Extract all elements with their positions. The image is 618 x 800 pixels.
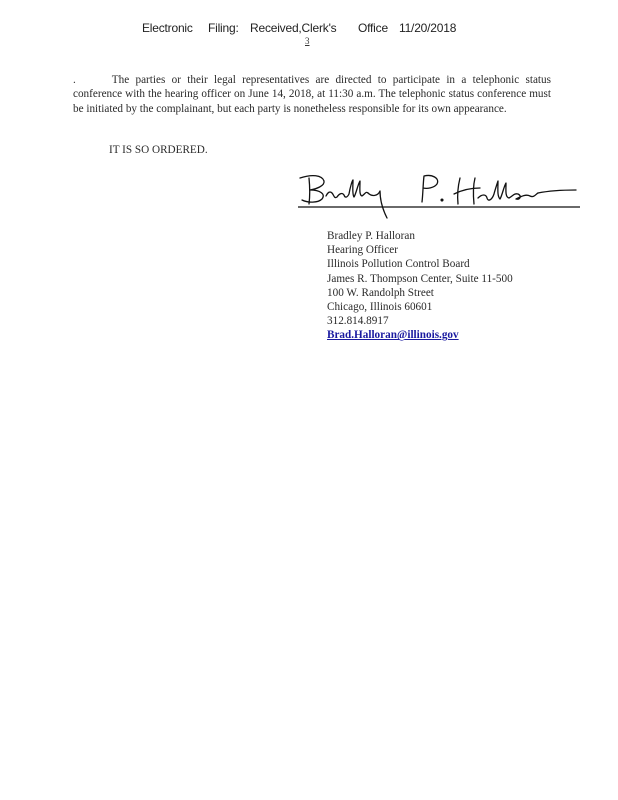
- header-office: Office: [358, 21, 388, 35]
- header-filing: Filing:: [208, 21, 239, 35]
- signer-organization: Illinois Pollution Control Board: [327, 258, 470, 271]
- header-electronic: Electronic: [142, 21, 193, 35]
- header-date: 11/20/2018: [399, 21, 457, 35]
- signer-phone: 312.814.8917: [327, 315, 389, 328]
- page-number: 3: [305, 36, 310, 46]
- order-paragraph: [73, 73, 551, 116]
- signer-city: Chicago, Illinois 60601: [327, 301, 433, 314]
- signer-address-line1: James R. Thompson Center, Suite 11-500: [327, 272, 513, 285]
- signer-address-line2: 100 W. Randolph Street: [327, 286, 434, 299]
- signer-title: Hearing Officer: [327, 244, 398, 257]
- header-received-clerks: Received,Clerk's: [250, 21, 337, 35]
- paragraph-lead: .: [73, 74, 76, 86]
- signature-block: [327, 229, 587, 343]
- so-ordered-line: IT IS SO ORDERED.: [109, 144, 208, 156]
- electronic-filing-header: [0, 21, 618, 37]
- handwritten-signature: [292, 166, 582, 226]
- paragraph-text: The parties or their legal representatives are directed to participate in a telephonic status conference with the hearing officer on June 14, 2018, at 11:30 a.m. The telephonic status conference must be initiated by the complainant, but each party is nonetheless responsible for its own appearance.: [73, 74, 551, 115]
- signer-email-link[interactable]: Brad.Halloran@illinois.gov: [327, 329, 459, 342]
- signer-name: Bradley P. Halloran: [327, 230, 415, 242]
